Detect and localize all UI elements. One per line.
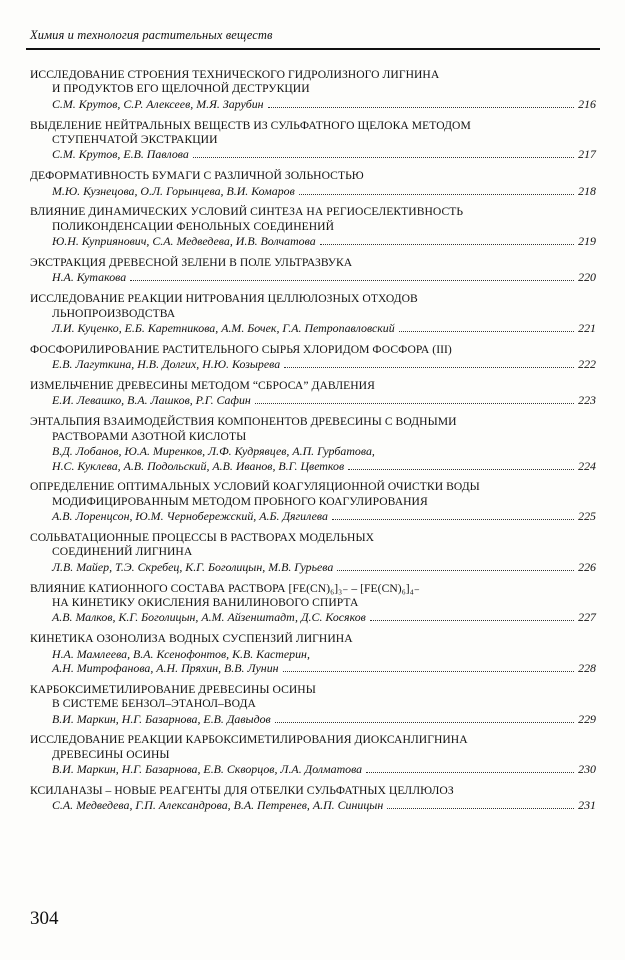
toc-entry-page: 224 <box>578 458 596 473</box>
toc-entry-authors-row <box>30 509 596 524</box>
toc-entry-page: 229 <box>578 711 596 726</box>
toc-entry-authors-row <box>30 560 596 575</box>
toc-entry-page: 227 <box>578 610 596 625</box>
dot-leader <box>283 671 575 672</box>
toc-entry-authors-row <box>30 459 596 474</box>
toc-entry-authors: В.И. Маркин, Н.Г. Базарнова, Е.В. Давыдов <box>52 711 271 726</box>
toc-entry-title-line: ИССЛЕДОВАНИЕ СТРОЕНИЯ ТЕХНИЧЕСКОГО ГИДРОЛИЗНОГО ЛИГНИНА <box>30 68 440 81</box>
toc-entry-authors: Л.В. Майер, Т.Э. Скребец, К.Г. Боголицын, М.В. Гурьева <box>52 559 334 574</box>
toc-entry-title-line: КСИЛАНАЗЫ – НОВЫЕ РЕАГЕНТЫ ДЛЯ ОТБЕЛКИ СУЛЬФАТНЫХ ЦЕЛЛЮЛОЗ <box>30 784 454 798</box>
toc-entry-authors-row <box>30 184 596 199</box>
toc-entry-authors-row <box>30 147 596 162</box>
toc-entry-page: 217 <box>578 147 596 162</box>
toc-entry-authors-row <box>30 610 596 625</box>
toc-entry-authors-row <box>30 661 596 676</box>
dot-leader <box>320 244 575 245</box>
dot-leader <box>255 403 574 404</box>
toc-entry-authors: С.А. Медведева, Г.П. Александрова, В.А. Петренев, А.П. Синицын <box>52 798 384 813</box>
toc-entry-authors: Л.И. Куценко, Е.Б. Каретникова, А.М. Бочек, Г.А. Петропавловский <box>52 320 395 335</box>
toc-entry-authors: В.И. Маркин, Н.Г. Базарнова, Е.В. Скворцов, Л.А. Долматова <box>52 762 363 777</box>
toc-entry-title-line: КАРБОКСИМЕТИЛИРОВАНИЕ ДРЕВЕСИНЫ ОСИНЫ <box>30 682 316 696</box>
toc-entry-authors: Е.И. Левашко, В.А. Лашков, Р.Г. Сафин <box>52 393 251 408</box>
toc-entry-page: 218 <box>578 183 596 198</box>
toc-entry-page: 220 <box>578 270 596 285</box>
running-header-title: Химия и технология растительных веществ <box>30 28 273 42</box>
dot-leader <box>284 367 574 368</box>
dot-leader <box>337 570 574 571</box>
toc-entry <box>30 68 596 111</box>
toc-entry-title <box>30 379 596 393</box>
toc-entry <box>30 343 596 372</box>
toc-entry-title <box>30 343 596 357</box>
toc-entry-page: 225 <box>578 509 596 524</box>
toc-entry-title <box>30 784 596 798</box>
toc-entry-page: 226 <box>578 559 596 574</box>
toc-entry-page: 216 <box>578 96 596 111</box>
toc-entry-title <box>30 205 596 234</box>
toc-entry-title-line: ПОЛИКОНДЕНСАЦИИ ФЕНОЛЬНЫХ СОЕДИНЕНИЙ <box>52 219 335 233</box>
dot-leader <box>366 772 574 773</box>
toc-entry-authors: Н.А. Мамлеева, В.А. Ксенофонтов, К.В. Кастерин, <box>52 646 310 661</box>
toc-entry-authors-row <box>30 270 596 285</box>
toc-entry-title-line: ЭКСТРАКЦИЯ ДРЕВЕСНОЙ ЗЕЛЕНИ В ПОЛЕ УЛЬТРАЗВУКА <box>30 255 353 269</box>
toc-entry-authors: М.Ю. Кузнецова, О.Л. Горынцева, В.И. Комаров <box>52 183 295 198</box>
dot-leader <box>387 808 574 809</box>
table-of-contents <box>30 68 596 820</box>
dot-leader <box>348 469 574 470</box>
dot-leader <box>193 157 574 158</box>
toc-entry-authors-row <box>30 234 596 249</box>
toc-entry-page: 230 <box>578 762 596 777</box>
toc-entry-authors: В.Д. Лобанов, Ю.А. Миренков, Л.Ф. Кудрявцев, А.П. Гурбатова, <box>52 443 375 458</box>
toc-entry-title <box>30 119 596 148</box>
toc-entry-title-line: НА КИНЕТИКУ ОКИСЛЕНИЯ ВАНИЛИНОВОГО СПИРТА <box>52 595 359 609</box>
toc-entry <box>30 205 596 248</box>
toc-entry-title-line: ДЕФОРМАТИВНОСТЬ БУМАГИ С РАЗЛИЧНОЙ ЗОЛЬНОСТЬЮ <box>30 169 364 183</box>
toc-entry-title-line: ВЛИЯНИЕ КАТИОННОГО СОСТАВА РАСТВОРА [FE(CN)₆]₃₋ – [FE(CN)₆]₄₋ <box>30 581 420 595</box>
dot-leader <box>399 331 574 332</box>
toc-entry-page: 228 <box>578 661 596 676</box>
dot-leader <box>332 519 574 520</box>
toc-entry-title-line: ВЫДЕЛЕНИЕ НЕЙТРАЛЬНЫХ ВЕЩЕСТВ ИЗ СУЛЬФАТНОГО ЩЕЛОКА МЕТОДОМ <box>30 118 471 132</box>
toc-entry-title-line: ИССЛЕДОВАНИЕ РЕАКЦИИ КАРБОКСИМЕТИЛИРОВАНИЯ ДИОКСАНЛИГНИНА <box>30 733 468 747</box>
toc-entry-title <box>30 582 596 611</box>
toc-entry-authors-row <box>30 712 596 727</box>
toc-entry-title-line: ОПРЕДЕЛЕНИЕ ОПТИМАЛЬНЫХ УСЛОВИЙ КОАГУЛЯЦИОННОЙ ОЧИСТКИ ВОДЫ <box>30 480 480 494</box>
toc-entry-authors-row <box>30 798 596 813</box>
toc-entry-authors: А.В. Малков, К.Г. Боголицын, А.М. Айзенштадт, Д.С. Косяков <box>52 610 366 625</box>
toc-entry-title <box>30 632 596 646</box>
toc-entry <box>30 632 596 676</box>
toc-entry-page: 231 <box>578 798 596 813</box>
toc-entry <box>30 292 596 335</box>
toc-entry <box>30 531 596 574</box>
toc-entry <box>30 582 596 625</box>
toc-entry-authors: Н.А. Кутакова <box>52 270 127 285</box>
toc-entry-title-line: ВЛИЯНИЕ ДИНАМИЧЕСКИХ УСЛОВИЙ СИНТЕЗА НА РЕГИОСЕЛЕКТИВНОСТЬ <box>30 205 464 219</box>
toc-entry-title-line: ИЗМЕЛЬЧЕНИЕ ДРЕВЕСИНЫ МЕТОДОМ “СБРОСА” ДАВЛЕНИЯ <box>30 378 375 392</box>
toc-entry-authors-row <box>30 762 596 777</box>
toc-entry-authors: С.М. Крутов, Е.В. Павлова <box>52 147 189 162</box>
dot-leader <box>370 620 574 621</box>
toc-entry <box>30 169 596 198</box>
toc-entry-title-line: В СИСТЕМЕ БЕНЗОЛ–ЭТАНОЛ–ВОДА <box>52 697 256 711</box>
toc-entry-title-line: ЭНТАЛЬПИЯ ВЗАИМОДЕЙСТВИЯ КОМПОНЕНТОВ ДРЕВЕСИНЫ С ВОДНЫМИ <box>30 415 457 429</box>
toc-entry-title-line: И ПРОДУКТОВ ЕГО ЩЕЛОЧНОЙ ДЕСТРУКЦИИ <box>52 82 310 96</box>
toc-entry-authors-row <box>30 357 596 372</box>
dot-leader <box>130 280 574 281</box>
dot-leader <box>275 722 574 723</box>
toc-entry-authors: С.М. Крутов, С.Р. Алексеев, М.Я. Зарубин <box>52 96 264 111</box>
toc-entry <box>30 480 596 523</box>
toc-entry-title-line: СОЕДИНЕНИЙ ЛИГНИНА <box>52 545 193 559</box>
toc-entry-title-line: ДРЕВЕСИНЫ ОСИНЫ <box>52 747 170 761</box>
toc-entry-page: 222 <box>578 357 596 372</box>
dot-leader <box>299 194 574 195</box>
toc-entry-authors: Е.В. Лагуткина, Н.В. Долгих, Н.Ю. Козырева <box>52 357 281 372</box>
dot-leader <box>268 107 575 108</box>
toc-entry-title-line: МОДИФИЦИРОВАННЫМ МЕТОДОМ ПРОБНОГО КОАГУЛИРОВАНИЯ <box>52 494 428 508</box>
toc-entry-title-line: СОЛЬВАТАЦИОННЫЕ ПРОЦЕССЫ В РАСТВОРАХ МОДЕЛЬНЫХ <box>30 530 375 544</box>
toc-entry-title <box>30 480 596 509</box>
toc-entry-authors-row <box>30 321 596 336</box>
toc-entry-title <box>30 292 596 321</box>
toc-entry <box>30 379 596 408</box>
toc-entry-title-line: СТУПЕНЧАТОЙ ЭКСТРАКЦИИ <box>52 133 218 146</box>
toc-entry-title-line: ИССЛЕДОВАНИЕ РЕАКЦИИ НИТРОВАНИЯ ЦЕЛЛЮЛОЗНЫХ ОТХОДОВ <box>30 292 418 306</box>
toc-entry-title <box>30 415 596 444</box>
toc-entry-title-line: ФОСФОРИЛИРОВАНИЕ РАСТИТЕЛЬНОГО СЫРЬЯ ХЛОРИДОМ ФОСФОРА (III) <box>30 342 452 356</box>
toc-entry-title-line: ЛЬНОПРОИЗВОДСТВА <box>52 306 176 320</box>
toc-entry-title <box>30 683 596 712</box>
toc-entry-authors: А.В. Лоренцсон, Ю.М. Чернобережский, А.Б. Дягилева <box>52 509 328 524</box>
toc-entry-title-line: РАСТВОРАМИ АЗОТНОЙ КИСЛОТЫ <box>52 429 247 443</box>
toc-entry-title <box>30 169 596 183</box>
toc-entry-authors-row <box>30 393 596 408</box>
toc-entry-authors: Ю.Н. Куприянович, С.А. Медведева, И.В. Волчатова <box>52 234 316 249</box>
toc-entry <box>30 784 596 813</box>
toc-entry <box>30 256 596 285</box>
toc-entry-title <box>30 531 596 560</box>
page-number: 304 <box>30 908 59 929</box>
toc-entry-page: 219 <box>578 234 596 249</box>
toc-entry <box>30 415 596 473</box>
toc-entry <box>30 683 596 726</box>
toc-entry-title <box>30 68 596 97</box>
toc-entry-title <box>30 256 596 270</box>
toc-entry-title-line: КИНЕТИКА ОЗОНОЛИЗА ВОДНЫХ СУСПЕНЗИЙ ЛИГНИНА <box>30 632 353 646</box>
toc-entry <box>30 733 596 776</box>
toc-entry-page: 221 <box>578 320 596 335</box>
toc-entry-title <box>30 733 596 762</box>
toc-entry-authors: Н.С. Куклева, А.В. Подольский, А.В. Иванов, В.Г. Цветков <box>52 458 345 473</box>
toc-entry-authors: А.Н. Митрофанова, А.Н. Пряхин, В.В. Лунин <box>52 661 279 676</box>
toc-entry-authors-row <box>30 97 596 112</box>
toc-entry <box>30 119 596 162</box>
toc-entry-page: 223 <box>578 393 596 408</box>
